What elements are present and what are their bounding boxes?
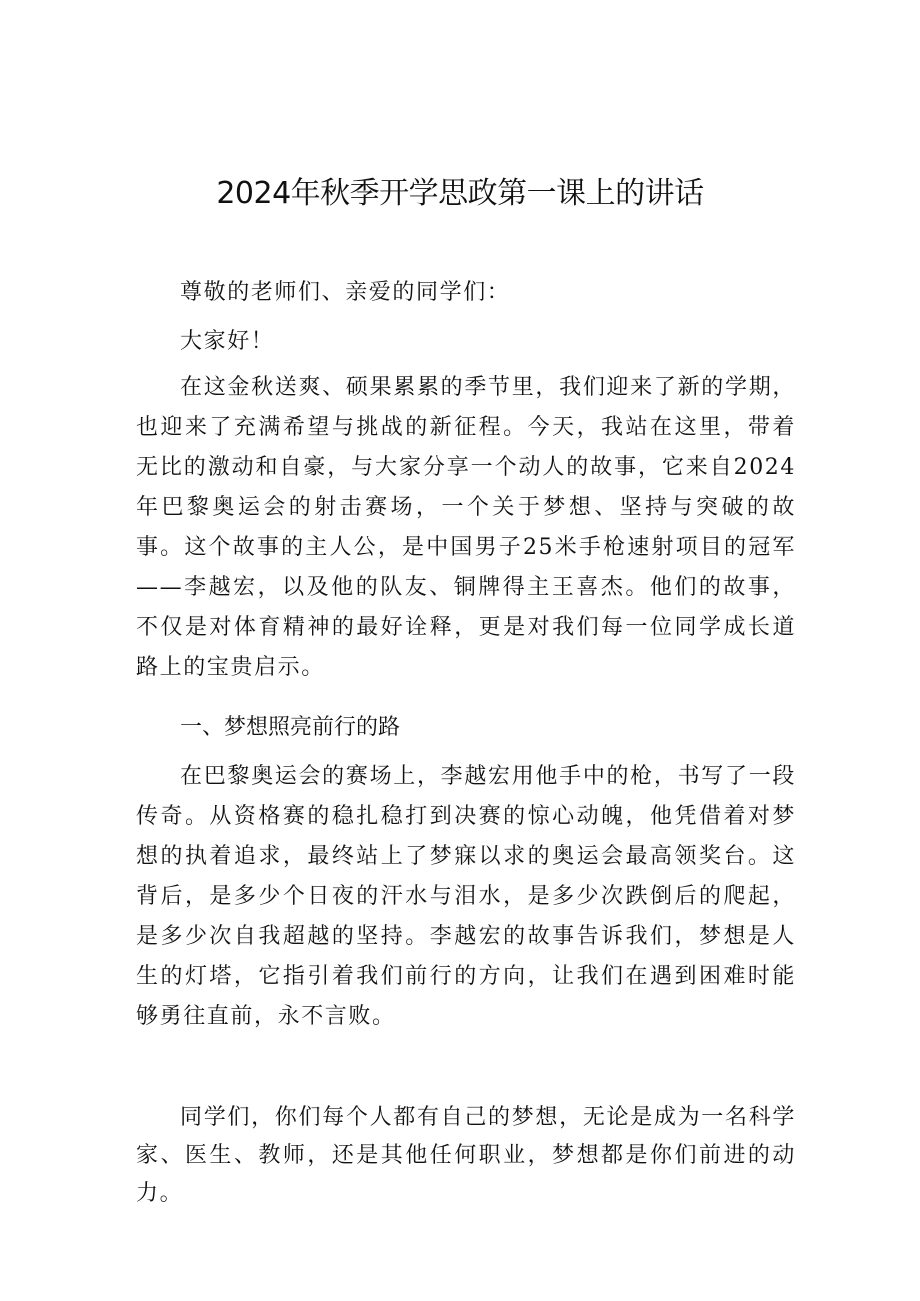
salutation: 尊敬的老师们、亲爱的同学们： (180, 280, 511, 305)
paragraph-students-dreams (136, 1099, 796, 1213)
paragraph-li-yuehong (136, 757, 796, 1037)
paragraph-li-yuehong-text: 在巴黎奥运会的赛场上，李越宏用他手中的枪，书写了一段传奇。从资格赛的稳扎稳打到决赛的惊心动魄，他凭借着对梦想的执着追求，最终站上了梦寐以求的奥运会最高领奖台。这背后，是多少个日夜的汗水与泪水，是多少次跌倒后的爬起，是多少次自我超越的坚持。李越宏的故事告诉我们，梦想是人生的灯塔，它指引着我们前行的方向，让我们在遇到困难时能够勇往直前，永不言败。 (136, 764, 796, 1029)
paragraph-intro-text: 在这金秋送爽、硕果累累的季节里，我们迎来了新的学期，也迎来了充满希望与挑战的新征程。今天，我站在这里，带着无比的激动和自豪，与大家分享一个动人的故事，它来自2024年巴黎奥运会的射击赛场，一个关于梦想、坚持与突破的故事。这个故事的主人公，是中国男子25米手枪速射项目的冠军——李越宏，以及他的队友、铜牌得主王喜杰。他们的故事，不仅是对体育精神的最好诠释，更是对我们每一位同学成长道路上的宝贵启示。 (136, 375, 796, 680)
section-heading-dream: 一、梦想照亮前行的路 (180, 715, 401, 740)
greeting: 大家好！ (180, 329, 275, 354)
paragraph-intro (136, 368, 796, 688)
paragraph-students-dreams-text: 同学们，你们每个人都有自己的梦想，无论是成为一名科学家、医生、教师，还是其他任何职业，梦想都是你们前进的动力。 (136, 1105, 796, 1206)
document-title: 2024年秋季开学思政第一课上的讲话 (216, 176, 704, 211)
